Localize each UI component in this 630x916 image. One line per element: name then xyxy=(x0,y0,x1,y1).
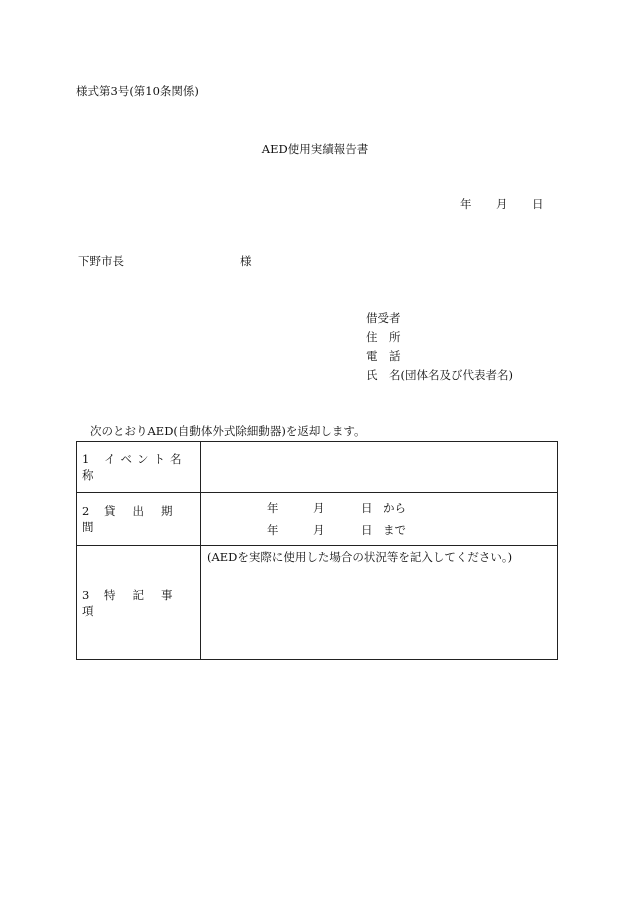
period-to-year: 年 xyxy=(267,523,279,537)
addressee-name: 下野市長 xyxy=(78,254,124,268)
borrower-address-label: 住 所 xyxy=(366,330,401,344)
borrower-phone-label: 電 話 xyxy=(366,349,401,363)
date-day: 日 xyxy=(532,197,544,211)
event-name-label-cell xyxy=(77,442,201,493)
period-to-suffix: まで xyxy=(383,523,406,537)
event-name-field[interactable] xyxy=(201,442,558,493)
period-from-year: 年 xyxy=(267,501,279,515)
loan-period-field[interactable] xyxy=(201,493,558,546)
date-line xyxy=(460,199,544,211)
table-row-loan-period xyxy=(77,493,558,546)
loan-period-label-cell xyxy=(77,493,201,546)
remarks-note: (AEDを実際に使用した場合の状況等を記入してください。) xyxy=(207,550,513,564)
period-to-month: 月 xyxy=(313,523,325,537)
row-number: 1 xyxy=(82,452,90,466)
form-number: 様式第3号(第10条関係) xyxy=(76,84,199,98)
period-to-day: 日 xyxy=(361,523,373,537)
date-month: 月 xyxy=(496,197,508,211)
borrower-block xyxy=(366,313,513,389)
loan-period-label: 貸出期間 xyxy=(82,504,190,534)
report-table xyxy=(76,441,558,660)
event-name-label: イベント名称 xyxy=(82,452,187,482)
period-to-line xyxy=(267,519,557,541)
addressee-honorific: 様 xyxy=(240,254,252,268)
period-from-day: 日 xyxy=(361,501,373,515)
row-number: 2 xyxy=(82,504,90,518)
borrower-label: 借受者 xyxy=(366,311,401,325)
remarks-label-cell xyxy=(77,546,201,660)
intro-text: 次のとおりAED(自動体外式除細動器)を返却します。 xyxy=(90,424,366,438)
remarks-label: 特記事項 xyxy=(82,587,190,618)
borrower-name-label: 氏 名(団体名及び代表者名) xyxy=(366,368,513,382)
addressee xyxy=(78,256,252,268)
remarks-field[interactable] xyxy=(201,546,558,660)
period-from-line xyxy=(267,497,557,519)
date-year: 年 xyxy=(460,197,472,211)
period-from-month: 月 xyxy=(313,501,325,515)
table-row-remarks xyxy=(77,546,558,660)
row-number: 3 xyxy=(82,587,90,602)
table-row-event-name xyxy=(77,442,558,493)
period-from-suffix: から xyxy=(383,501,406,515)
document-title: AED使用実績報告書 xyxy=(261,142,369,156)
